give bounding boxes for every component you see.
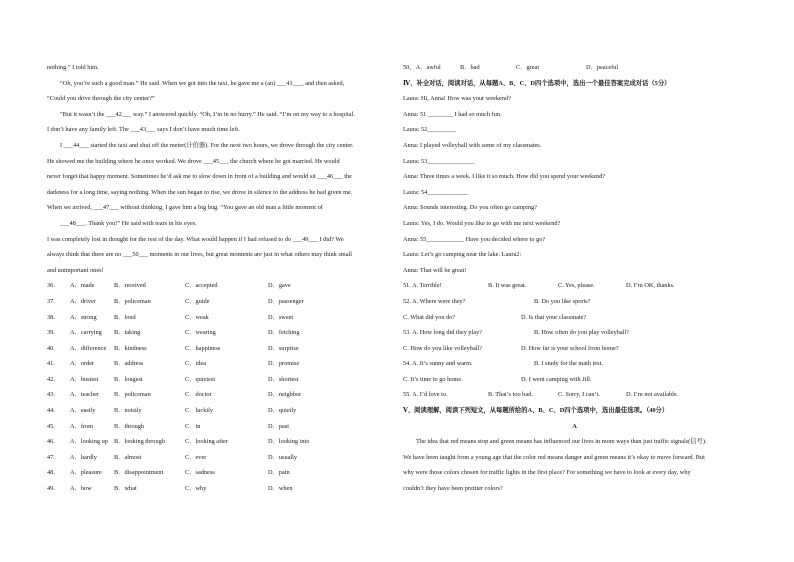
option-row [47, 434, 387, 450]
dialogue-line: Laura: Hi, Anna! How was your weekend? [403, 95, 511, 103]
option-c[interactable]: C．great [516, 64, 540, 71]
passage-line: He showed me the building where he once worked. We drove ___45___ the church where he got married. He would [47, 157, 340, 165]
option-b[interactable]: B．address [114, 360, 144, 368]
question-number: 37. [47, 297, 55, 305]
passage-line: I ___44___ started the taxi and shut off the meter(计价器). For the next two hours, we drove through the city center. [60, 141, 354, 149]
option-a[interactable]: A．teacher [70, 391, 100, 399]
dialogue-line: Laura: Let’s go camping near the lake. Laura2: [403, 251, 522, 259]
dialogue-line: Laura: 52_________ [403, 126, 456, 134]
section-heading: Ⅳ、补全对话，阅读对话，从每题A、B、C、D四个选项中，选出一个最佳答案完成对话（5分） [403, 79, 671, 87]
option-d[interactable]: D．surprise [268, 344, 299, 352]
option-c[interactable]: C．ever [185, 453, 207, 461]
dialogue-line: Laura: 53_______________ [403, 157, 475, 165]
option-row-53 [403, 325, 746, 341]
option-c[interactable]: C. Sorry, I can’t. [558, 391, 600, 399]
option-d[interactable]: D. How far is your school from home? [521, 344, 619, 352]
option-d[interactable]: D．pain [268, 469, 290, 477]
option-d[interactable]: D．shortest [268, 375, 299, 383]
option-b[interactable]: B．looking through [114, 438, 165, 446]
passage-line: ___48___. Thank you!” He said with tears in his eyes. [60, 219, 197, 227]
option-b[interactable]: B. It was great. [488, 282, 527, 290]
option-row [47, 294, 387, 310]
option-c[interactable]: C．doctor [185, 391, 212, 399]
dialogue-line: Anna: That will be great! [403, 266, 467, 274]
option-c[interactable]: C．happiness [185, 344, 221, 352]
option-b[interactable]: B．noisily [114, 407, 142, 415]
passage-line: When we arrived, ___47___ without thinking, I gave him a big hug. “You gave an old man a little moment of [47, 204, 323, 212]
option-a[interactable]: A．carrying [70, 329, 102, 337]
option-a[interactable]: 52. A. Where were they? [403, 297, 466, 305]
passage-line: never forget that happy moment. Sometimes he’d ask me to slow down in front of a building and would sit ___46___ the [47, 173, 352, 181]
option-row [47, 387, 387, 403]
passage-line: I don’t have any family left. The ___43___ says I don’t have much time left. [47, 126, 240, 134]
option-d[interactable]: D. I’m not available. [626, 391, 679, 399]
option-c[interactable]: C．in [185, 422, 201, 430]
question-number: 39. [47, 329, 55, 337]
option-a[interactable]: A．from [70, 422, 94, 430]
option-d[interactable]: D．when [268, 485, 293, 493]
option-a[interactable]: A．made [70, 282, 95, 290]
option-a[interactable]: 55. A. I’d love to. [403, 391, 448, 399]
option-d[interactable]: D．looking into [268, 438, 310, 446]
option-row [47, 465, 387, 481]
option-b[interactable]: B．policeman [114, 297, 151, 305]
option-b[interactable]: B．disappointment [114, 469, 164, 477]
option-b[interactable]: B．policeman [114, 391, 151, 399]
dialogue-line: Laura: 54_____________ [403, 188, 469, 196]
option-row-54 [403, 372, 746, 388]
option-b[interactable]: B．kindness [114, 344, 147, 352]
option-c[interactable]: C. What did you do? [403, 313, 456, 321]
option-a[interactable]: A．difference [70, 344, 107, 352]
option-a[interactable]: A．hardly [70, 453, 97, 461]
reading-line: couldn’t they have been prettier colors? [403, 485, 503, 493]
option-b[interactable]: B．received [114, 282, 146, 290]
passage-line: nothing.” I told him. [47, 64, 99, 71]
option-d[interactable]: D．usually [268, 453, 298, 461]
cloze-options [47, 278, 387, 496]
option-c[interactable]: C．wearing [185, 329, 216, 337]
option-row [47, 450, 387, 466]
option-d[interactable]: D. I’m OK, thanks. [626, 282, 675, 290]
passage-line: “But it wasn’t the ___42___ way.” I answered quickly. “Oh, I’m in no hurry.” He said. “I’m on my way to a hospital. [60, 110, 355, 118]
option-b[interactable]: B. I study for the math test. [534, 360, 603, 368]
option-row [47, 481, 387, 497]
option-a[interactable]: 51. A. Terrible! [403, 282, 442, 290]
option-a[interactable]: A．strong [70, 313, 97, 321]
question-number: 41. [47, 360, 55, 368]
option-row [47, 356, 387, 372]
option-row-53 [403, 341, 746, 357]
passage-line: darkness for a long time, saying nothing. When the sun began to rise, we drove in silence to the address he had given me. [47, 188, 353, 196]
question-number: 44. [47, 407, 55, 415]
question-number: 47. [47, 453, 55, 461]
option-c[interactable]: C．looking after [185, 438, 228, 446]
passage-line: “Could you drive through the city center?” [47, 95, 155, 103]
question-number: 43. [47, 391, 55, 399]
option-c[interactable]: C. It’s time to go home. [403, 375, 463, 383]
option-a[interactable]: A．driver [70, 297, 96, 305]
dialogue-line: Anna: I played volleyball with some of my classmates. [403, 141, 542, 149]
option-d[interactable]: D．gave [268, 282, 291, 290]
option-c[interactable]: C．accepted [185, 282, 218, 290]
option-row [47, 419, 387, 435]
option-row [47, 325, 387, 341]
option-row [47, 403, 387, 419]
option-d[interactable]: D．peaceful [586, 64, 619, 71]
option-b[interactable]: B．taking [114, 329, 141, 337]
option-row-52 [403, 310, 746, 326]
passage-label: A [572, 422, 577, 430]
option-b[interactable]: B．what [114, 485, 137, 493]
section-heading: Ⅴ、阅读理解，阅读下列短文，从每题所给的A、B、C、D四个选项中，选出最佳选项。（40分） [403, 407, 669, 415]
dialogue-line: Anna: 55____________ Have you decided where to go? [403, 235, 546, 243]
option-a[interactable]: 50、A．awful [403, 64, 441, 71]
option-b[interactable]: B．almost [114, 453, 142, 461]
question-number: 42. [47, 375, 55, 383]
option-d[interactable]: D．neighbor [268, 391, 302, 399]
option-c[interactable]: C．sadness [185, 469, 215, 477]
option-row-51 [403, 278, 746, 294]
question-number: 38. [47, 313, 55, 321]
option-d[interactable]: D．passenger [268, 297, 304, 305]
option-row [47, 341, 387, 357]
option-d[interactable]: D．fetching [268, 329, 300, 337]
left-column [47, 60, 387, 497]
option-row [47, 310, 387, 326]
dialogue-line: Anna: 51 ________ I had so much fun. [403, 110, 502, 118]
option-a[interactable]: A．pleasure [70, 469, 102, 477]
right-column [403, 60, 746, 497]
option-row [47, 372, 387, 388]
option-a[interactable]: 53. A. How long did they play? [403, 329, 483, 337]
option-d[interactable]: D. I went camping with Jill. [521, 375, 592, 383]
option-d[interactable]: D．sweet [268, 313, 294, 321]
passage-line: and unimportant ones! [47, 266, 104, 274]
option-c[interactable]: C．quietest [185, 375, 216, 383]
option-a[interactable]: 54. A. It’s sunny and warm. [403, 360, 473, 368]
option-c[interactable]: C．weak [185, 313, 209, 321]
option-b[interactable]: B．longest [114, 375, 143, 383]
option-a[interactable]: A．easily [70, 407, 96, 415]
question-number: 48. [47, 469, 55, 477]
option-row-55 [403, 387, 746, 403]
dialogue-line: Laura: Yes, I do. Would you like to go with me next weekend? [403, 219, 561, 227]
question-number: 36. [47, 282, 55, 290]
option-row-52 [403, 294, 746, 310]
option-b[interactable]: B. That’s too bad. [488, 391, 533, 399]
option-a[interactable]: A．order [70, 360, 95, 368]
option-c[interactable]: C. How do you like volleyball? [403, 344, 483, 352]
option-row-54 [403, 356, 746, 372]
option-b[interactable]: B. Do you like sports? [534, 297, 591, 305]
option-c[interactable]: C．guide [185, 297, 210, 305]
option-c[interactable]: C．idea [185, 360, 206, 368]
option-c[interactable]: C．why [185, 485, 207, 493]
passage-line: I was completely lost in thought for the rest of the day. What would happen if I had refused to do ___49___ I did? We [47, 235, 344, 243]
reading-line: We have been taught from a young age that the color red means danger and green means it’s okay to move forward. But [403, 453, 705, 461]
option-a[interactable]: A．busiest [70, 375, 99, 383]
option-a[interactable]: A．looking up [70, 438, 108, 446]
dialogue-line: Anna: Sounds interesting. Do you often go camping? [403, 204, 537, 212]
reading-line: why were those colors chosen for traffic lights in the first place? For something we have to look at every day, why [403, 469, 691, 477]
option-d[interactable]: D．promise [268, 360, 300, 368]
option-b[interactable]: B．bad [460, 64, 480, 71]
question-number: 46. [47, 438, 55, 446]
option-a[interactable]: A．how [70, 485, 92, 493]
passage-line: always think that there are no ___50___ moments in our lives, but great moments are just in what others may think small [47, 251, 352, 259]
question-number: 45. [47, 422, 55, 430]
reading-line: The idea that red means stop and green means has influenced our lives in more ways than just traffic signals(信号). [416, 438, 707, 446]
passage-line: “Oh, you’re such a good man.” He said. When we got into the taxi, he gave me a (an) ___41___, and then asked, [60, 79, 345, 87]
option-b[interactable]: B．loud [114, 313, 136, 321]
option-d[interactable]: D．quietly [268, 407, 297, 415]
option-d[interactable]: D．past [268, 422, 289, 430]
option-b[interactable]: B. How often do you play volleyball? [534, 329, 629, 337]
option-row-50 [403, 60, 746, 76]
question-number: 49. [47, 485, 55, 493]
option-row [47, 278, 387, 294]
dialogue-line: Anna: Three times a week. I like it so much. How did you spend your weekend? [403, 173, 606, 181]
option-d[interactable]: D. Is that your classmate? [521, 313, 587, 321]
question-number: 40. [47, 344, 55, 352]
option-c[interactable]: C．luckily [185, 407, 213, 415]
option-b[interactable]: B．through [114, 422, 145, 430]
option-c[interactable]: C. Yes, please. [558, 282, 595, 290]
